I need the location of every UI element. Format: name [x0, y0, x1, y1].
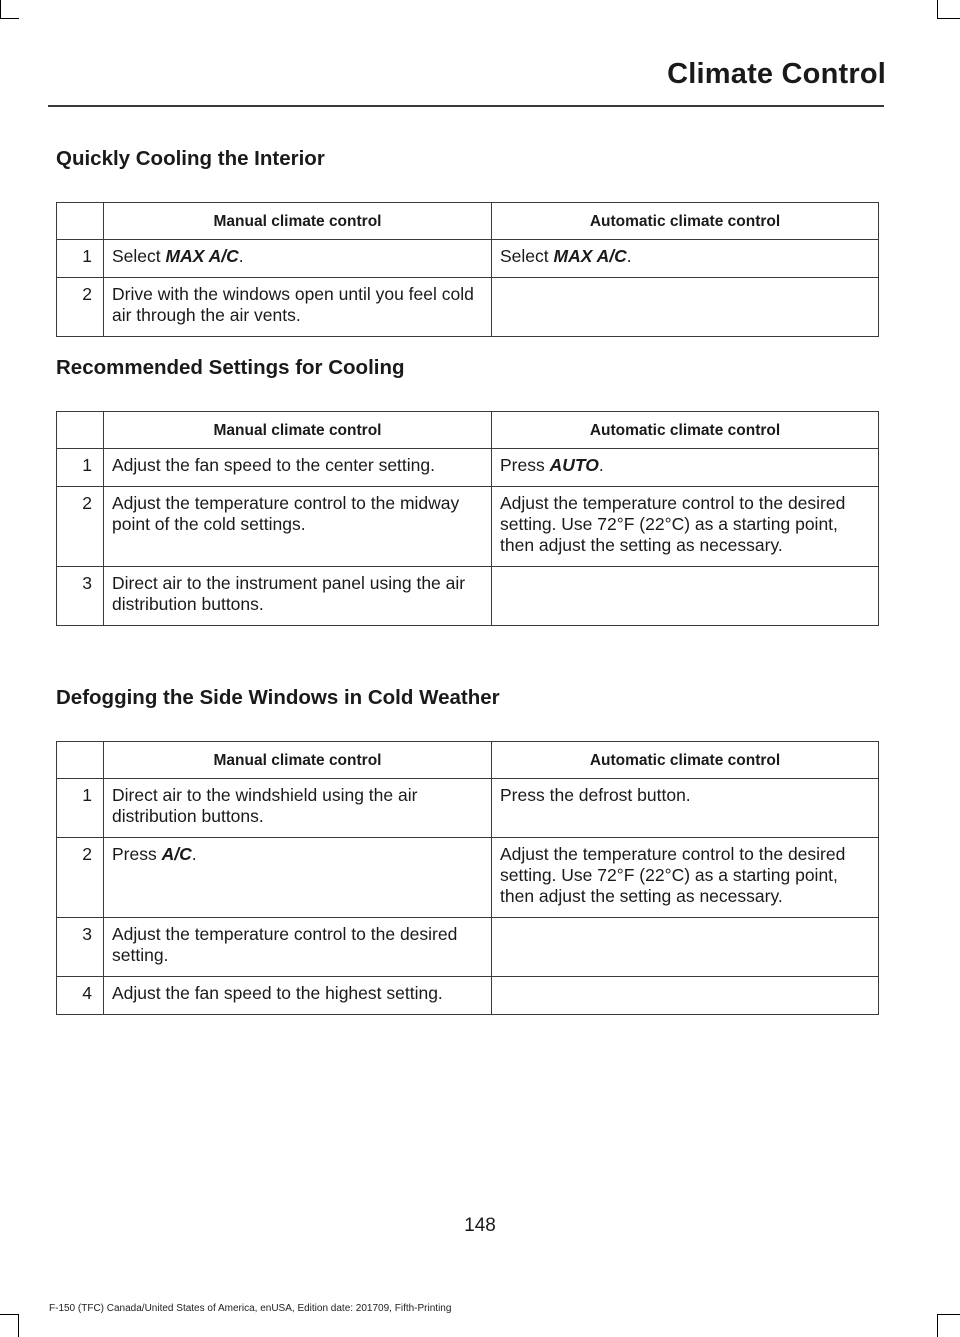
table-header-row	[57, 203, 879, 240]
auto-col-header: Automatic climate control	[492, 412, 879, 449]
crop-mark	[937, 0, 938, 19]
control-name: MAX A/C	[165, 246, 239, 266]
crop-mark	[0, 1314, 19, 1315]
manual-step	[104, 838, 492, 918]
table-row	[57, 240, 879, 278]
steps-table	[56, 202, 879, 337]
table-row	[57, 567, 879, 626]
manual-step: Adjust the fan speed to the center setting.	[104, 449, 492, 487]
step-number: 1	[57, 779, 104, 838]
step-text-end: .	[626, 246, 632, 266]
step-text-end: .	[191, 844, 197, 864]
step-text: Select	[500, 246, 554, 266]
auto-step: Adjust the temperature control to the desired setting. Use 72°F (22°C) as a starting point, then adjust the setting as necessary.	[492, 487, 879, 567]
edition-info: F-150 (TFC) Canada/United States of America, enUSA, Edition date: 201709, Fifth-Printing	[49, 1303, 452, 1314]
auto-step	[492, 278, 879, 337]
steps-table	[56, 411, 879, 626]
table-row	[57, 487, 879, 567]
control-name: MAX A/C	[553, 246, 627, 266]
section-heading: Recommended Settings for Cooling	[56, 356, 405, 379]
auto-step	[492, 977, 879, 1015]
table-header-row	[57, 412, 879, 449]
step-number: 2	[57, 487, 104, 567]
manual-step: Adjust the temperature control to the midway point of the cold settings.	[104, 487, 492, 567]
manual-col-header: Manual climate control	[104, 412, 492, 449]
step-number: 3	[57, 918, 104, 977]
auto-step	[492, 918, 879, 977]
step-col-header	[57, 412, 104, 449]
manual-step: Direct air to the instrument panel using the air distribution buttons.	[104, 567, 492, 626]
auto-step	[492, 567, 879, 626]
auto-step	[492, 240, 879, 278]
step-number: 2	[57, 278, 104, 337]
step-text: Press	[500, 455, 550, 475]
page-title: Climate Control	[667, 58, 886, 90]
table-row	[57, 779, 879, 838]
header-divider	[48, 105, 884, 107]
manual-step: Direct air to the windshield using the air distribution buttons.	[104, 779, 492, 838]
step-number: 4	[57, 977, 104, 1015]
step-text-end: .	[598, 455, 604, 475]
table-row	[57, 838, 879, 918]
crop-mark	[0, 18, 19, 19]
crop-mark	[18, 1314, 19, 1337]
crop-mark	[937, 18, 960, 19]
section-heading: Quickly Cooling the Interior	[56, 147, 325, 170]
table-row	[57, 977, 879, 1015]
step-text: Select	[112, 246, 166, 266]
step-col-header	[57, 203, 104, 240]
manual-step: Adjust the temperature control to the desired setting.	[104, 918, 492, 977]
steps-table	[56, 741, 879, 1015]
manual-col-header: Manual climate control	[104, 742, 492, 779]
crop-mark	[937, 1314, 960, 1315]
table-row	[57, 918, 879, 977]
section-heading: Defogging the Side Windows in Cold Weather	[56, 686, 500, 709]
step-text-end: .	[238, 246, 244, 266]
step-number: 2	[57, 838, 104, 918]
auto-step: Press the defrost button.	[492, 779, 879, 838]
step-text: Press	[112, 844, 162, 864]
crop-mark	[0, 0, 1, 19]
page-number: 148	[464, 1215, 496, 1236]
step-number: 1	[57, 449, 104, 487]
section-quick-cooling	[56, 137, 878, 337]
auto-step	[492, 449, 879, 487]
manual-col-header: Manual climate control	[104, 203, 492, 240]
table-row	[57, 278, 879, 337]
manual-step: Adjust the fan speed to the highest setting.	[104, 977, 492, 1015]
section-defogging	[56, 676, 878, 1015]
table-row	[57, 449, 879, 487]
control-name: AUTO	[549, 455, 599, 475]
auto-step: Adjust the temperature control to the desired setting. Use 72°F (22°C) as a starting point, then adjust the setting as necessary.	[492, 838, 879, 918]
auto-col-header: Automatic climate control	[492, 742, 879, 779]
manual-step: Drive with the windows open until you feel cold air through the air vents.	[104, 278, 492, 337]
section-recommended-cooling	[56, 346, 878, 626]
control-name: A/C	[161, 844, 192, 864]
auto-col-header: Automatic climate control	[492, 203, 879, 240]
table-header-row	[57, 742, 879, 779]
step-number: 1	[57, 240, 104, 278]
step-number: 3	[57, 567, 104, 626]
manual-step	[104, 240, 492, 278]
step-col-header	[57, 742, 104, 779]
crop-mark	[937, 1314, 938, 1337]
